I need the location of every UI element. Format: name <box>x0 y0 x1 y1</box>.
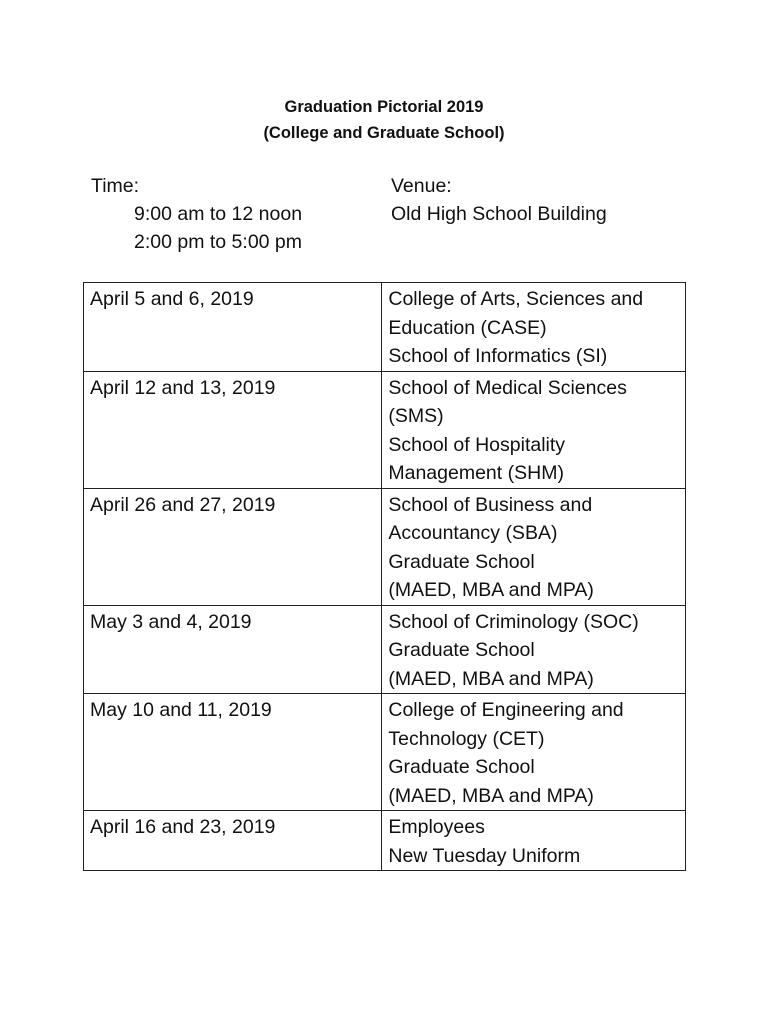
venue-section <box>391 172 607 228</box>
table-row <box>84 694 686 811</box>
schedule-groups <box>382 605 686 694</box>
table-row <box>84 283 686 372</box>
group-line: Employees <box>388 816 485 838</box>
group-line: (MAED, MBA and MPA) <box>388 784 594 807</box>
schedule-date: April 26 and 27, 2019 <box>84 488 382 605</box>
table-row <box>84 811 686 871</box>
time-label: Time: <box>91 175 140 197</box>
group-line: School of Medical Sciences <box>388 376 627 399</box>
group-line: (MAED, MBA and MPA) <box>388 667 594 690</box>
group-line: Accountancy (SBA) <box>388 522 558 544</box>
schedule-date: May 10 and 11, 2019 <box>84 694 382 811</box>
group-line: School of Informatics (SI) <box>388 345 608 367</box>
group-line: Graduate School <box>388 639 535 661</box>
group-line: College of Engineering and <box>388 699 624 721</box>
group-line: Education (CASE) <box>388 316 547 339</box>
time-slot-morning: 9:00 am to 12 noon <box>134 203 303 225</box>
schedule-groups <box>382 488 686 605</box>
document-title: Graduation Pictorial 2019 <box>284 98 484 116</box>
group-line: School of Business and <box>388 493 593 516</box>
table-row <box>84 488 686 605</box>
schedule-groups <box>382 694 686 811</box>
schedule-date: April 12 and 13, 2019 <box>84 371 382 488</box>
schedule-groups <box>382 283 686 372</box>
group-line: New Tuesday Uniform <box>388 844 581 867</box>
venue-label: Venue: <box>391 175 452 197</box>
group-line: (MAED, MBA and MPA) <box>388 579 594 601</box>
venue-value: Old High School Building <box>391 203 607 225</box>
table-row <box>84 371 686 488</box>
schedule-date: April 16 and 23, 2019 <box>84 811 382 871</box>
schedule-date: May 3 and 4, 2019 <box>84 605 382 694</box>
group-line: (SMS) <box>388 405 444 427</box>
schedule-groups <box>382 371 686 488</box>
group-line: Management (SHM) <box>388 462 564 484</box>
group-line: College of Arts, Sciences and <box>388 288 644 310</box>
group-line: Graduate School <box>388 756 535 778</box>
group-line: School of Criminology (SOC) <box>388 610 639 633</box>
group-line: Technology (CET) <box>388 727 545 750</box>
table-row <box>84 605 686 694</box>
schedule-groups <box>382 811 686 871</box>
group-line: School of Hospitality <box>388 433 566 456</box>
title-block <box>0 94 768 146</box>
time-slot-afternoon: 2:00 pm to 5:00 pm <box>134 231 303 253</box>
document-subtitle: (College and Graduate School) <box>263 124 505 142</box>
group-line: Graduate School <box>388 550 535 573</box>
schedule-table <box>83 282 686 871</box>
schedule-date: April 5 and 6, 2019 <box>84 283 382 372</box>
time-section <box>91 172 302 256</box>
